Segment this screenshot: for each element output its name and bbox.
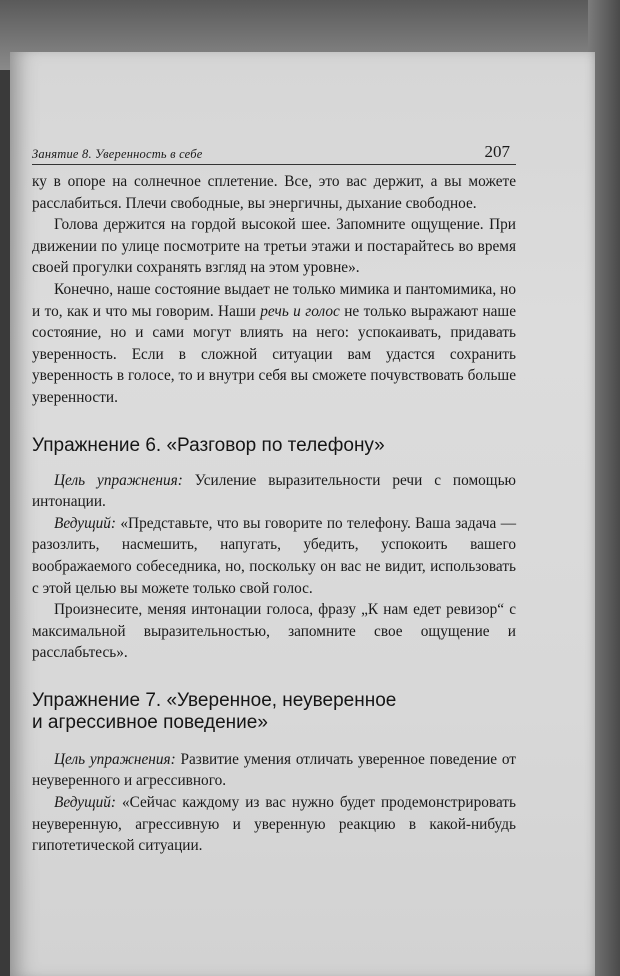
book-page: [10, 52, 595, 976]
exercise-7-heading-line-2: и агрессивное поведение»: [32, 711, 268, 733]
page-number: 207: [484, 142, 510, 161]
paragraph-3: [32, 279, 516, 409]
page-header: [32, 134, 516, 165]
paragraph-1: ку в опоре на солнечное сплетение. Все, это вас держит, а вы можете расслабиться. Плечи свободные, вы энергичны, дыхание свободное.: [32, 173, 516, 212]
exercise-6-instruction: Произнесите, меняя интонации голоса, фразу „К нам едет ревизор“ с максимальной выразительностью, запомните свое ощущение и расслабьтесь».: [32, 601, 516, 662]
running-title: Занятие 8. Уверенность в себе: [32, 147, 203, 161]
exercise-6-leader: [32, 513, 516, 599]
paragraph-3-start: Конечно, наше состояние выдает не только мимика и пантомимика, но и то, как и что мы говорим. Наши: [32, 280, 516, 320]
exercise-7-heading-line-1: Упражнение 7. «Уверенное, неуверенное: [32, 689, 397, 711]
exercise-7-leader: [32, 792, 516, 857]
exercise-7-goal: [32, 749, 516, 792]
paragraph-2: Голова держится на гордой высокой шее. Запомните ощущение. При движении по улице посмотрите на третьи этажи и постарайтесь во время своей прогулки сохранять взгляд на этом уровне».: [32, 216, 516, 277]
exercise-6-goal-label: Цель упражнения:: [54, 471, 183, 489]
exercise-7-goal-label: Цель упражнения:: [54, 750, 176, 768]
exercise-6-heading: Упражнение 6. «Разговор по телефону»: [32, 434, 385, 456]
exercise-6-leader-label: Ведущий:: [54, 514, 117, 532]
exercise-7-leader-text: «Сейчас каждому из вас нужно будет продемонстрировать неуверенную, агрессивную и уверенную реакцию в какой-нибудь гипотетической ситуации.: [32, 794, 516, 855]
exercise-6-goal: [32, 470, 516, 513]
exercise-7-goal-text: Развитие умения отличать уверенное поведение от неуверенного и агрессивного.: [32, 750, 516, 790]
paragraph-3-end: не только выражают наше состояние, но и сами могут влиять на него: успокаивать, придавать уверенность. Если в сложной ситуации вам удастся сохранить уверенность в голосе, то и внутри себя вы сможете почувствовать больше уверенности.: [32, 302, 516, 406]
body-text: [32, 171, 516, 857]
page-content: [32, 134, 516, 857]
exercise-7-leader-label: Ведущий:: [54, 794, 117, 812]
exercise-6-leader-text: «Представьте, что вы говорите по телефону. Ваша задача — разозлить, насмешить, напугать, убедить, успокоить вашего воображаемого собеседника, но, поскольку он вас не видит, использовать с этой целью вы можете только свой голос.: [32, 514, 516, 597]
exercise-6-goal-text: Усиление выразительности речи с помощью интонации.: [32, 471, 516, 511]
paragraph-3-emphasis: речь и голос: [260, 302, 340, 320]
exercise-7-heading: [32, 690, 516, 734]
